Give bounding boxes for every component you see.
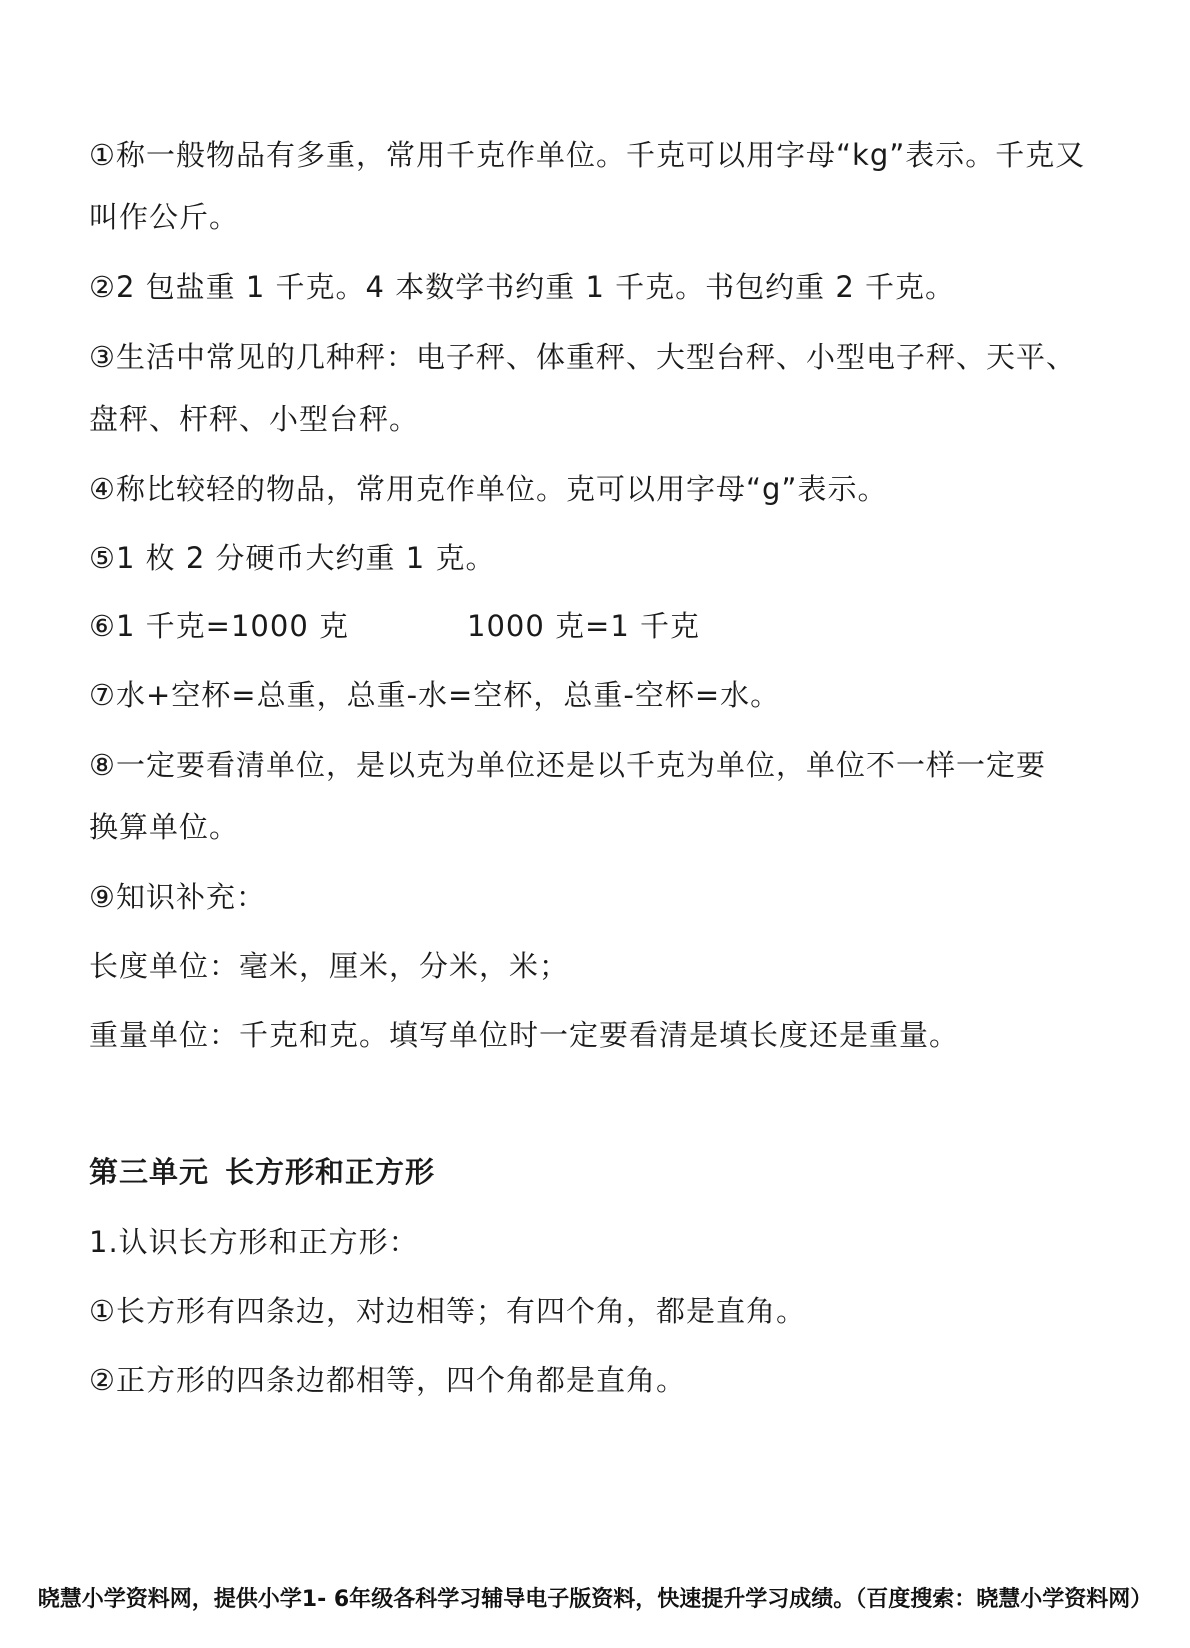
text-line: ②2 包盐重 1 千克。4 本数学书约重 1 千克。书包约重 2 千克。 — [89, 270, 955, 304]
section-unit: 第三单元 — [89, 1155, 210, 1189]
text-line: ③生活中常见的几种秤：电子秤、体重秤、大型台秤、小型电子秤、天平、 — [89, 340, 1076, 374]
text-line: ②正方形的四条边都相等，四个角都是直角。 — [89, 1363, 686, 1397]
text-line: ⑧一定要看清单位，是以克为单位还是以千克为单位，单位不一样一定要 — [89, 748, 1046, 782]
text-line: ①称一般物品有多重，常用千克作单位。千克可以用字母“kg”表示。千克又 — [89, 138, 1086, 172]
text-line: 长度单位：毫米，厘米，分米，米； — [89, 949, 570, 983]
page-footer: 晓慧小学资料网，提供小学1- 6年级各科学习辅导电子版资料，快速提升学习成绩。（百度搜索：晓慧小学资料网） — [37, 1587, 1153, 1612]
text-line: 换算单位。 — [89, 810, 240, 844]
text-line: 1.认识长方形和正方形： — [89, 1225, 419, 1259]
conversion-left: ⑥1 千克=1000 克 — [89, 609, 349, 643]
text-line: ④称比较轻的物品，常用克作单位。克可以用字母“g”表示。 — [89, 472, 888, 506]
conversion-right: 1000 克=1 千克 — [467, 609, 700, 643]
text-line: 重量单位：千克和克。填写单位时一定要看清是填长度还是重量。 — [89, 1018, 960, 1052]
text-line-conversion — [89, 606, 700, 646]
text-line: 叫作公斤。 — [89, 200, 240, 234]
text-line: ①长方形有四条边，对边相等；有四个角，都是直角。 — [89, 1294, 806, 1328]
text-line: ⑤1 枚 2 分硬币大约重 1 克。 — [89, 541, 496, 575]
text-line: ⑨知识补充： — [89, 880, 266, 914]
section-heading — [89, 1152, 435, 1192]
section-title: 长方形和正方形 — [225, 1155, 436, 1189]
text-line: 盘秤、杆秤、小型台秤。 — [89, 402, 420, 436]
text-line: ⑦水+空杯=总重，总重-水=空杯，总重-空杯=水。 — [89, 678, 781, 712]
